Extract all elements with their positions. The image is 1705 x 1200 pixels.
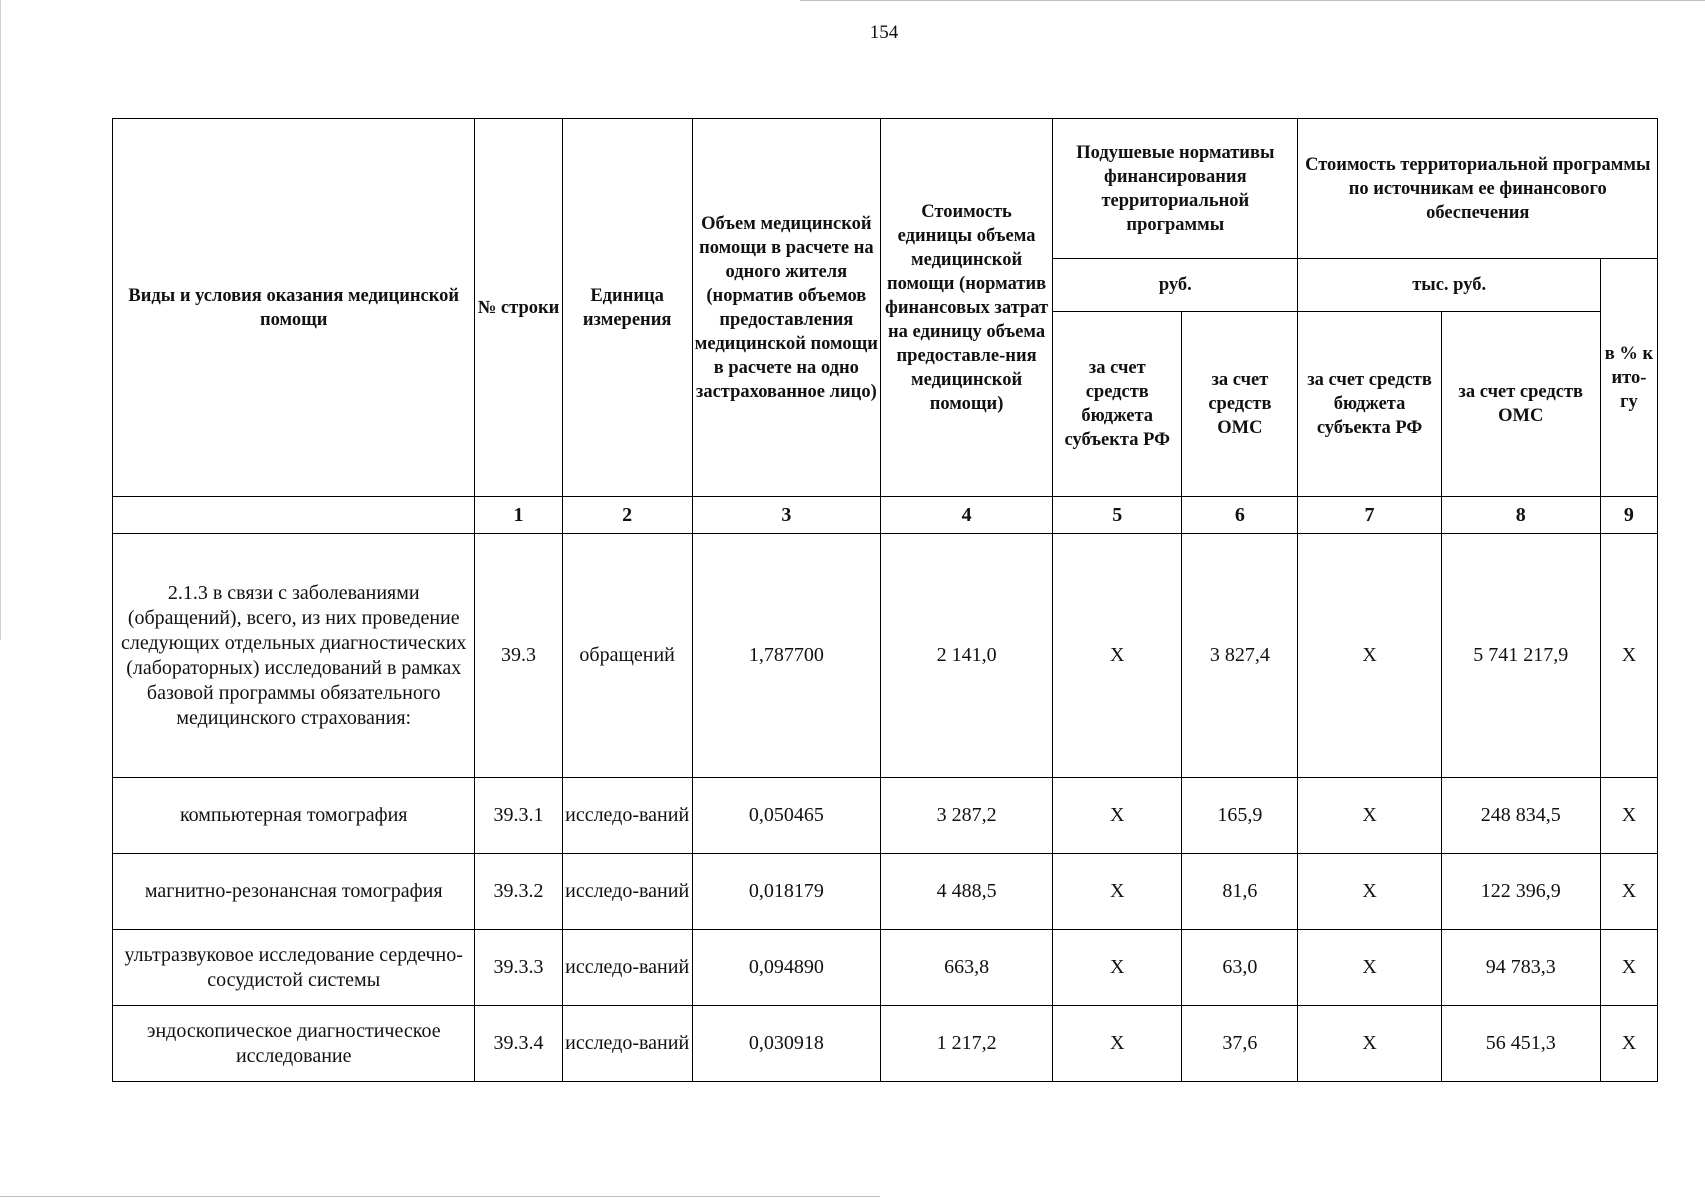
cell-row-no: 39.3.2: [475, 854, 562, 930]
column-number: 1: [475, 497, 562, 534]
cell-oms-thousand: 94 783,3: [1441, 930, 1600, 1006]
header-volume: Объем медицинской помощи в расчете на одного жителя (норматив объемов предоставления медицинской помощи в расчете на одно застрахованное лицо): [692, 119, 880, 497]
cell-oms-thousand: 5 741 217,9: [1441, 534, 1600, 778]
cell-oms-rub: 63,0: [1182, 930, 1298, 1006]
scan-line-left: [0, 0, 1, 640]
column-number: 4: [880, 497, 1052, 534]
column-number: 2: [562, 497, 692, 534]
cell-unit-cost: 4 488,5: [880, 854, 1052, 930]
cell-oms-rub: 165,9: [1182, 778, 1298, 854]
header-oms-2: за счет средств ОМС: [1441, 312, 1600, 497]
table-row: [113, 1006, 1658, 1082]
cell-volume: 0,094890: [692, 930, 880, 1006]
header-oms: за счет средств ОМС: [1182, 312, 1298, 497]
header-per-capita-group: Подушевые нормативы финансирования территориальной программы: [1053, 119, 1298, 259]
cell-pct: Х: [1600, 778, 1657, 854]
cell-pct: Х: [1600, 1006, 1657, 1082]
cell-kind: компьютерная томография: [113, 778, 475, 854]
cell-unit: обращений: [562, 534, 692, 778]
column-number: 6: [1182, 497, 1298, 534]
cell-budget-rub: Х: [1053, 930, 1182, 1006]
header-unit-cost: Стоимость единицы объема медицинской помощи (норматив финансовых затрат на единицу объема предоставле-ния медицинской помощи): [880, 119, 1052, 497]
page-number: 154: [869, 22, 899, 43]
header-thousand-rub: тыс. руб.: [1298, 259, 1600, 312]
cell-budget-thousand: Х: [1298, 778, 1441, 854]
cell-unit: исследо-ваний: [562, 854, 692, 930]
cell-unit: исследо-ваний: [562, 1006, 692, 1082]
header-row-no: № строки: [475, 119, 562, 497]
cell-oms-rub: 81,6: [1182, 854, 1298, 930]
header-budget-subject-2: за счет средств бюджета субъекта РФ: [1298, 312, 1441, 497]
cell-pct: Х: [1600, 854, 1657, 930]
financing-table: [112, 118, 1658, 1082]
cell-oms-thousand: 56 451,3: [1441, 1006, 1600, 1082]
cell-pct: Х: [1600, 534, 1657, 778]
cell-unit-cost: 3 287,2: [880, 778, 1052, 854]
cell-volume: 1,787700: [692, 534, 880, 778]
cell-row-no: 39.3.3: [475, 930, 562, 1006]
table-row: [113, 778, 1658, 854]
column-number: 9: [1600, 497, 1657, 534]
column-number: 7: [1298, 497, 1441, 534]
scan-line-bottom: [0, 1196, 880, 1197]
column-number: 5: [1053, 497, 1182, 534]
cell-oms-thousand: 248 834,5: [1441, 778, 1600, 854]
table-row: [113, 930, 1658, 1006]
scan-line-top: [800, 0, 1705, 1]
cell-unit-cost: 663,8: [880, 930, 1052, 1006]
cell-kind: 2.1.3 в связи с заболеваниями (обращений), всего, из них проведение следующих отдельных диагностических (лабораторных) исследований в рамках базовой программы обязательного медицинского страхования:: [113, 534, 475, 778]
cell-volume: 0,018179: [692, 854, 880, 930]
cell-budget-thousand: Х: [1298, 854, 1441, 930]
cell-oms-rub: 3 827,4: [1182, 534, 1298, 778]
cell-kind: магнитно-резонансная томография: [113, 854, 475, 930]
cell-oms-thousand: 122 396,9: [1441, 854, 1600, 930]
cell-unit: исследо-ваний: [562, 930, 692, 1006]
column-number-row: [113, 497, 1658, 534]
cell-budget-rub: Х: [1053, 534, 1182, 778]
column-number: 8: [1441, 497, 1600, 534]
cell-budget-thousand: Х: [1298, 534, 1441, 778]
cell-volume: 0,030918: [692, 1006, 880, 1082]
cell-unit-cost: 1 217,2: [880, 1006, 1052, 1082]
header-unit: Единица измерения: [562, 119, 692, 497]
cell-budget-thousand: Х: [1298, 930, 1441, 1006]
cell-kind: эндоскопическое диагностическое исследование: [113, 1006, 475, 1082]
cell-row-no: 39.3.1: [475, 778, 562, 854]
header-budget-subject: за счет средств бюджета субъекта РФ: [1053, 312, 1182, 497]
cell-oms-rub: 37,6: [1182, 1006, 1298, 1082]
cell-kind: ультразвуковое исследование сердечно-сосудистой системы: [113, 930, 475, 1006]
header-pct-total: в % к ито-гу: [1600, 259, 1657, 497]
cell-row-no: 39.3.4: [475, 1006, 562, 1082]
table-row: [113, 534, 1658, 778]
cell-budget-rub: Х: [1053, 854, 1182, 930]
column-number: [113, 497, 475, 534]
header-cost-group: Стоимость территориальной программы по источникам ее финансового обеспечения: [1298, 119, 1658, 259]
cell-budget-rub: Х: [1053, 778, 1182, 854]
cell-budget-rub: Х: [1053, 1006, 1182, 1082]
table-row: [113, 854, 1658, 930]
cell-pct: Х: [1600, 930, 1657, 1006]
cell-unit: исследо-ваний: [562, 778, 692, 854]
cell-budget-thousand: Х: [1298, 1006, 1441, 1082]
column-number: 3: [692, 497, 880, 534]
cell-volume: 0,050465: [692, 778, 880, 854]
header-kind: Виды и условия оказания медицинской помощи: [113, 119, 475, 497]
header-rub: руб.: [1053, 259, 1298, 312]
cell-unit-cost: 2 141,0: [880, 534, 1052, 778]
cell-row-no: 39.3: [475, 534, 562, 778]
